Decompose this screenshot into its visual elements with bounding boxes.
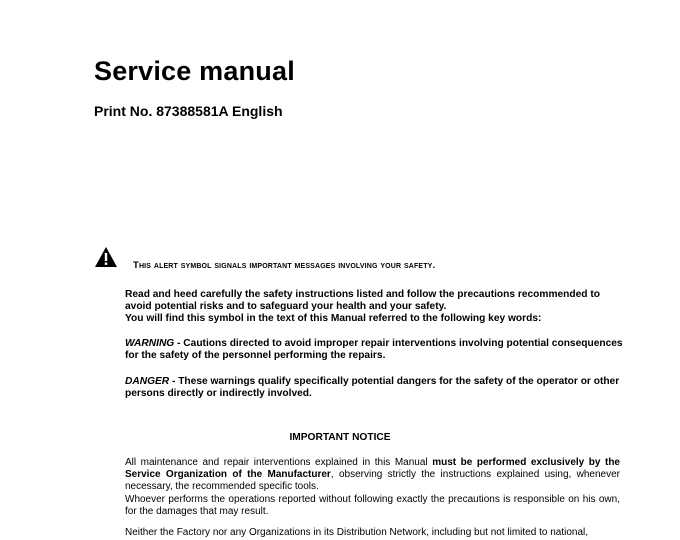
warning-keyword: WARNING (125, 338, 175, 349)
warning-triangle-icon (94, 246, 118, 268)
notice-text-bold: must be performed exclusively by the Service Organization of the Manufacturer (125, 457, 620, 481)
alert-symbol-text: This alert symbol signals important messages involving your safety. (133, 260, 436, 271)
symbol-note-text: You will find this symbol in the text of this Manual referred to the following key words: (125, 313, 542, 325)
warning-text: - Cautions directed to avoid improper repair interventions involving potential consequences for the safety of the personnel performing the repairs. (125, 338, 623, 362)
danger-text: - These warnings qualify specifically potential dangers for the safety of the operator or other persons directly or indirectly involved. (125, 376, 620, 400)
important-notice-heading: IMPORTANT NOTICE (289, 432, 391, 443)
notice-text-start: All maintenance and repair interventions explained in this Manual (125, 457, 433, 468)
notice-paragraph-2: Neither the Factory nor any Organizations in its Distribution Network, including but not limited to national, (125, 527, 589, 538)
notice-paragraph-1 (125, 457, 620, 518)
notice-paragraph-1-main (125, 457, 620, 494)
safety-intro (125, 289, 625, 326)
safety-intro-text: Read and heed carefully the safety instructions listed and follow the precautions recommended to avoid potential risks and to safeguard your health and your safety. (125, 289, 600, 313)
danger-paragraph (125, 376, 625, 400)
print-number: Print No. 87388581A English (94, 103, 283, 119)
notice-text-end: , observing strictly the instructions explained using, whenever necessary, the recommended specific tools. (125, 469, 621, 493)
danger-keyword: DANGER (125, 376, 170, 387)
notice-responsibility-text: Whoever performs the operations reported without following exactly the precautions is responsible on his own, for the damages that may result. (125, 493, 620, 517)
warning-paragraph (125, 338, 625, 362)
document-title: Service manual (94, 56, 295, 86)
